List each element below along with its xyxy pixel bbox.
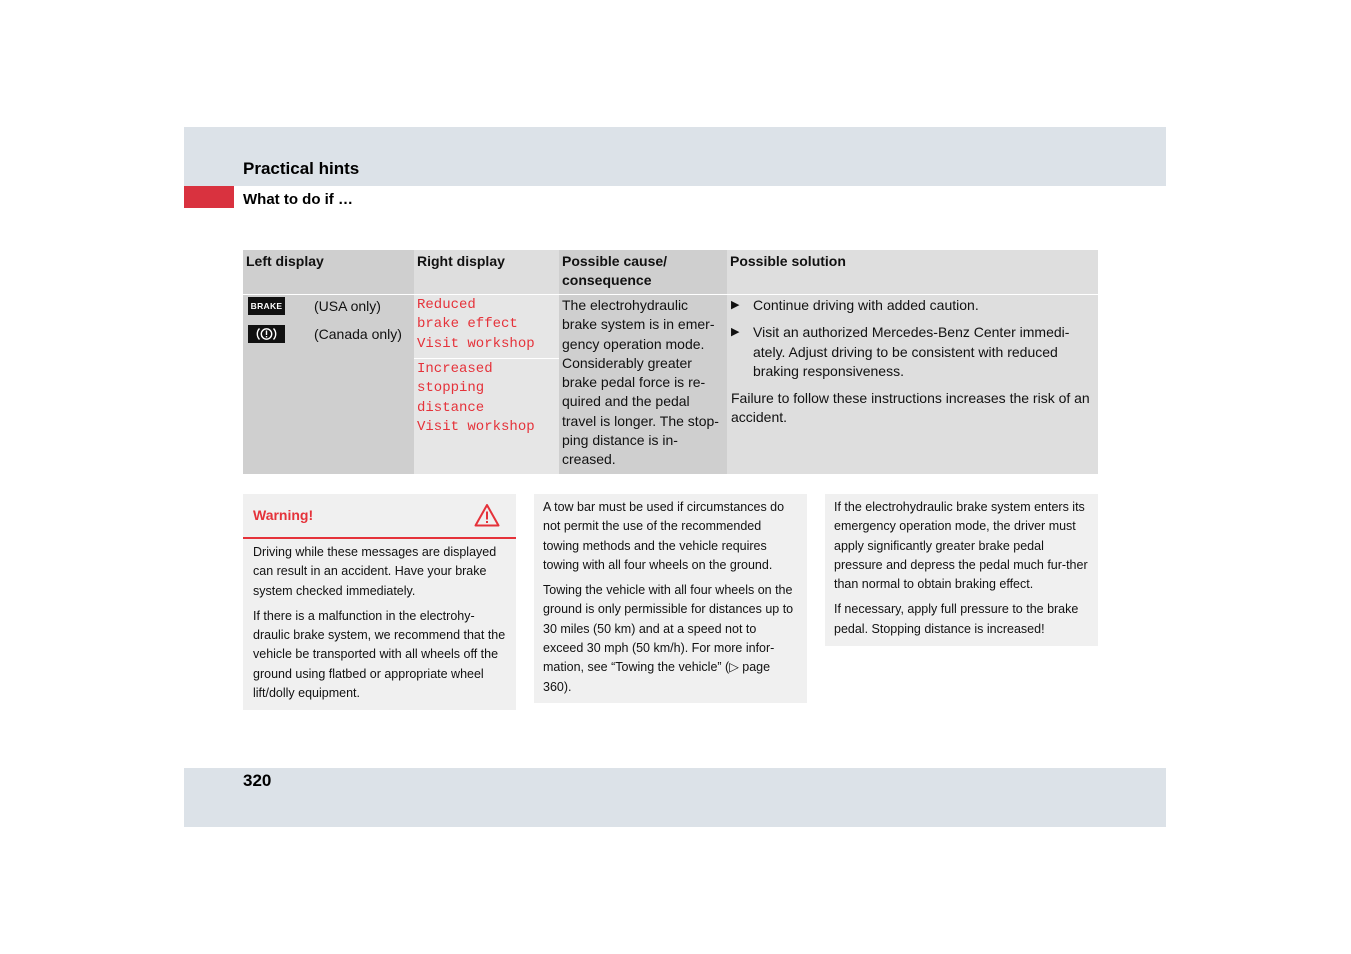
right-display-message-1: Reduced brake effect Visit workshop	[414, 295, 559, 358]
brake-warning-icon: BRAKE	[248, 297, 285, 315]
canada-only-label: (Canada only)	[314, 326, 402, 342]
bullet-arrow-icon: ▶	[731, 299, 740, 311]
warning-paragraph: If there is a malfunction in the electrohy-draulic brake system, we recommend that the vehicle be transported with all wheels off the ground using flatbed or appropriate wheel lift/dolly equipment.	[253, 608, 506, 701]
solution-item: ▶ Visit an authorized Mercedes-Benz Center immedi-ately. Adjust driving to be consistent with reduced braking responsiveness.	[731, 324, 1070, 379]
display-messages-table	[243, 250, 1098, 474]
emergency-paragraph: If necessary, apply full pressure to the brake pedal. Stopping distance is increased!	[834, 602, 1079, 636]
solution-item: ▶ Continue driving with added caution.	[731, 296, 1094, 315]
towing-paragraph: A tow bar must be used if circumstances do not permit the use of the recommended towing methods and the vehicle requires towing with all four wheels on the ground.	[543, 500, 785, 572]
emergency-mode-box	[825, 494, 1098, 646]
left-display-cell	[243, 295, 414, 474]
right-display-message-2: Increased stopping distance Visit workshop	[414, 359, 559, 474]
header-right-display: Right display	[414, 250, 559, 294]
page-number: 320	[243, 771, 272, 790]
warning-label: Warning!	[253, 507, 314, 523]
possible-solution-cell	[727, 295, 1098, 474]
possible-cause-text: The electrohydraulic brake system is in emer-gency operation mode. Considerably greater brake pedal force is re-quired and the pedal travel is longer. The stop-ping distance is in-creased.	[559, 295, 727, 474]
solution-note: Failure to follow these instructions increases the risk of an accident.	[731, 390, 1090, 426]
usa-only-label: (USA only)	[314, 298, 381, 314]
header-left-display: Left display	[243, 250, 414, 294]
towing-info-box	[534, 494, 807, 703]
footer-band	[184, 768, 1166, 827]
section-marker	[184, 186, 234, 208]
warning-header	[243, 494, 516, 539]
warning-paragraph: Driving while these messages are displayed can result in an accident. Have your brake system checked immediately.	[253, 545, 497, 598]
warning-box	[243, 494, 516, 710]
header-possible-cause: Possible cause/ consequence	[559, 250, 727, 294]
warning-triangle-icon	[474, 503, 500, 527]
towing-paragraph: Towing the vehicle with all four wheels on the ground is only permissible for distances up to 30 miles (50 km) and at a speed not to exceed 30 mph (50 km/h). For more infor-mation, see “Towing the vehicle” (▷ page 360).	[543, 583, 794, 694]
bullet-arrow-icon: ▶	[731, 326, 740, 339]
brake-circle-warning-icon	[248, 325, 285, 343]
section-title: Practical hints	[243, 159, 360, 178]
emergency-paragraph: If the electrohydraulic brake system enters its emergency operation mode, the driver must apply significantly greater brake pedal pressure and depress the pedal much fur-ther than normal to obtain braking effect.	[834, 500, 1088, 592]
sub-title: What to do if …	[243, 191, 353, 208]
warning-body	[243, 539, 516, 703]
header-possible-solution: Possible solution	[727, 250, 1098, 294]
